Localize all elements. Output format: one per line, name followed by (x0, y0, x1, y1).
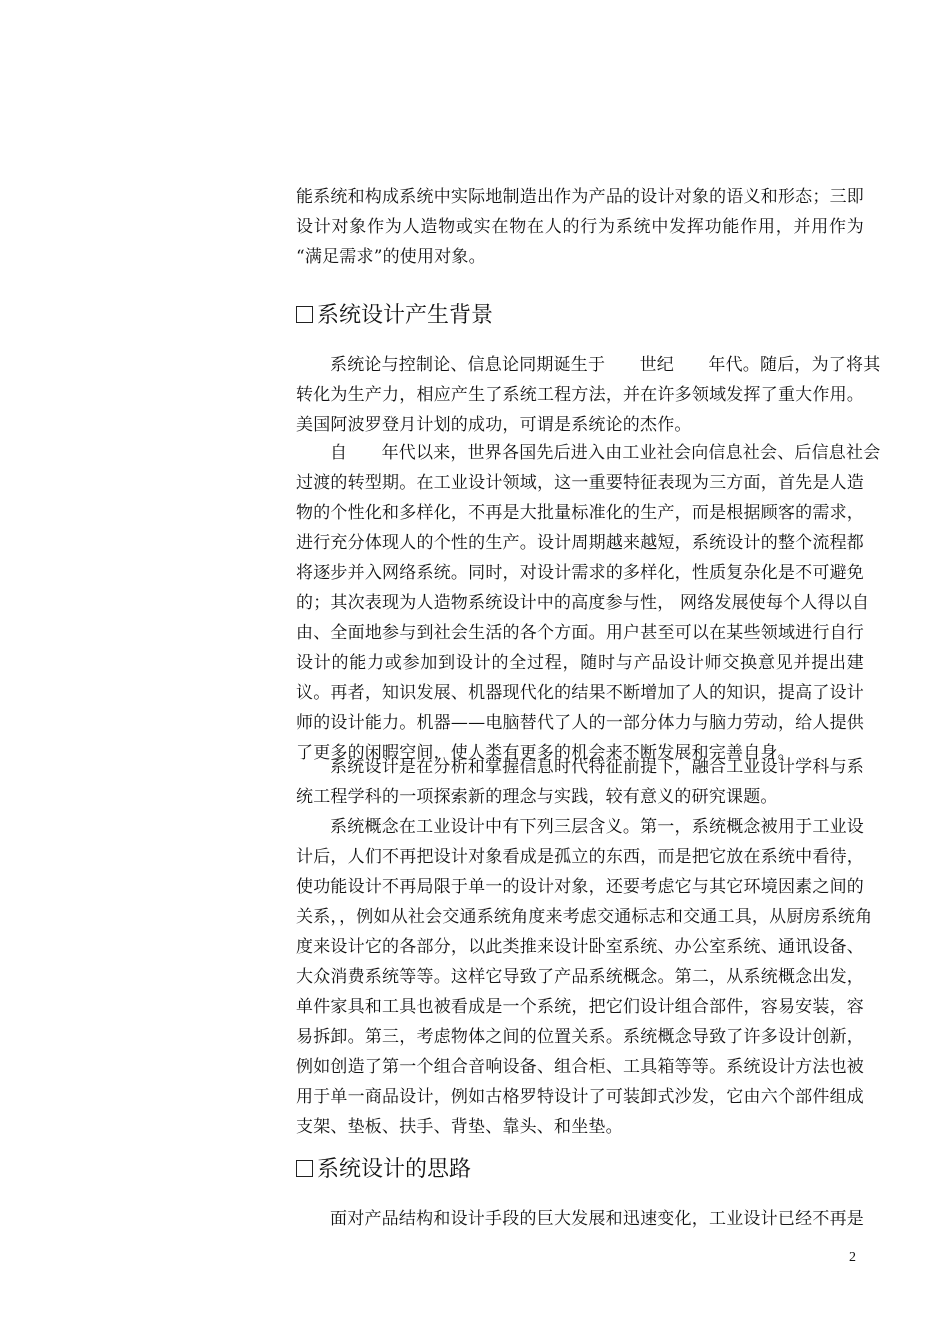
section-heading-text: 系统设计的思路 (317, 1157, 472, 1182)
intro-paragraph (296, 182, 864, 272)
text-line: 由、全面地参与到社会生活的各个方面。用户甚至可以在某些领域进行自行 (296, 623, 864, 643)
checkbox-square-icon (296, 1160, 313, 1177)
text-line: 能系统和构成系统中实际地制造出作为产品的设计对象的语义和形态；三即 (296, 187, 864, 207)
text-line: 进行充分体现人的个性的生产。设计周期越来越短，系统设计的整个流程都 (296, 533, 864, 553)
section-heading (296, 300, 493, 332)
paragraph (296, 438, 881, 768)
text-line: 统工程学科的一项探索新的理念与实践，较有意义的研究课题。 (296, 787, 778, 807)
text-line: 了更多的闲暇空间，使人类有更多的机会来不断发展和完善自身。 (296, 743, 795, 763)
text-line: 设计的能力或参加到设计的全过程，随时与产品设计师交换意见并提出建 (296, 653, 864, 673)
text-line: 设计对象作为人造物或实在物在人的行为系统中发挥功能作用，并用作为 (296, 217, 864, 237)
text-line: 例如创造了第一个组合音响设备、组合柜、工具箱等等。系统设计方法也被 (296, 1057, 864, 1077)
checkbox-square-icon (296, 306, 313, 323)
text-line: 使功能设计不再局限于单一的设计对象，还要考虑它与其它环境因素之间的 (296, 877, 864, 897)
text-line: 物的个性化和多样化，不再是大批量标准化的生产，而是根据顾客的需求， (296, 503, 864, 523)
section-heading-text: 系统设计产生背景 (317, 303, 494, 328)
text-line: 关系，，例如从社会交通系统角度来考虑交通标志和交通工具，从厨房系统角 (296, 907, 873, 927)
text-line: 师的设计能力。机器——电脑替代了人的一部分体力与脑力劳动，给人提供 (296, 713, 864, 733)
section-heading (296, 1154, 471, 1186)
text-line: 单件家具和工具也被看成是一个系统，把它们设计组合部件，容易安装，容 (296, 997, 864, 1017)
page-number: 2 (849, 1250, 856, 1265)
text-line: 系统论与控制论、信息论同期诞生于 世纪 年代。随后，为了将其 (330, 355, 881, 375)
text-line: 系统设计是在分析和掌握信息时代特征前提下，融合工业设计学科与系 (330, 757, 864, 777)
paragraph (296, 1204, 864, 1234)
text-line: 用于单一商品设计，例如古格罗特设计了可装卸式沙发，它由六个部件组成 (296, 1087, 864, 1107)
text-line: 美国阿波罗登月计划的成功，可谓是系统论的杰作。 (296, 415, 692, 435)
text-line: 支架、垫板、扶手、背垫、靠头、和坐垫。 (296, 1117, 623, 1137)
text-line: 易拆卸。第三，考虑物体之间的位置关系。系统概念导致了许多设计创新， (296, 1027, 864, 1047)
text-line: 大众消费系统等等。这样它导致了产品系统概念。第二，从系统概念出发， (296, 967, 864, 987)
text-line: 自 年代以来，世界各国先后进入由工业社会向信息社会、后信息社会 (330, 443, 881, 463)
text-line: 转化为生产力，相应产生了系统工程方法，并在许多领域发挥了重大作用。 (296, 385, 864, 405)
paragraph (296, 812, 873, 1142)
paragraph (296, 752, 864, 812)
text-line: 系统概念在工业设计中有下列三层含义。第一，系统概念被用于工业设 (330, 817, 864, 837)
text-line: 面对产品结构和设计手段的巨大发展和迅速变化，工业设计已经不再是 (330, 1209, 864, 1229)
text-line: 议。再者，知识发展、机器现代化的结果不断增加了人的知识，提高了设计 (296, 683, 864, 703)
text-line: 度来设计它的各部分，以此类推来设计卧室系统、办公室系统、通讯设备、 (296, 937, 864, 957)
text-line: 过渡的转型期。在工业设计领域，这一重要特征表现为三方面，首先是人造 (296, 473, 864, 493)
text-line: 将逐步并入网络系统。同时，对设计需求的多样化，性质复杂化是不可避免 (296, 563, 864, 583)
text-line: “满足需求”的使用对象。 (296, 247, 486, 267)
text-line: 的；其次表现为人造物系统设计中的高度参与性， 网络发展使每个人得以自 (296, 593, 870, 613)
text-line: 计后，人们不再把设计对象看成是孤立的东西，而是把它放在系统中看待， (296, 847, 864, 867)
paragraph (296, 350, 881, 440)
